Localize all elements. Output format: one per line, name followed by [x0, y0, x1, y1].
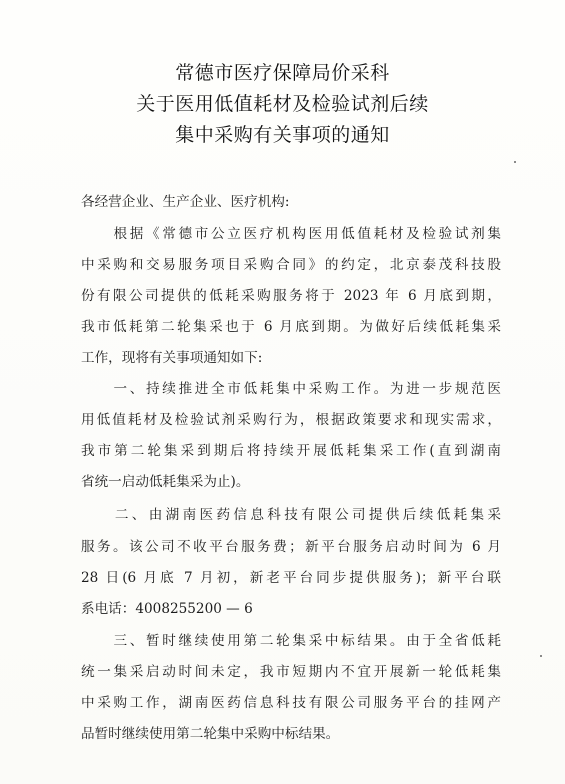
paragraph-1-line-4: 我市低耗第二轮集采也于 6 月底到期。为做好后续低耗集采 [81, 319, 501, 335]
paragraph-4-line-4: 品暂时继续使用第二轮集中采购中标结果。 [81, 726, 340, 742]
document-title-line-2: 关于医用低值耗材及检验试剂后续 [136, 93, 429, 115]
paragraph-1-line-3: 份有限公司提供的低耗采购服务将于 2023 年 6 月底到期， [81, 288, 501, 304]
paragraph-2-line-3: 我市第二轮集采到期后将持续开展低耗集采工作(直到湖南 [81, 443, 501, 459]
paragraph-3-line-4: 系电话：4008255200 — 6 [81, 601, 253, 617]
scan-speck [540, 655, 542, 657]
paragraph-3-line-3: 28 日(6 月底 7 月初，新老平台同步提供服务)；新平台联 [81, 570, 501, 586]
paragraph-2-line-2: 用低值耗材及检验试剂采购行为，根据政策要求和现实需求， [81, 412, 501, 428]
paragraph-2-line-4: 省统一启动低耗集采为止)。 [81, 474, 250, 490]
paragraph-3-line-2: 服务。该公司不收平台服务费；新平台服务启动时间为 6 月 [81, 539, 501, 555]
paragraph-1-line-5: 工作，现将有关事项通知如下: [81, 350, 263, 366]
paragraph-4-line-1: 三、暂时继续使用第二轮集采中标结果。由于全省低耗 [81, 633, 501, 649]
document-title-line-1: 常德市医疗保障局价采科 [175, 62, 390, 84]
salutation: 各经营企业、生产企业、医疗机构: [81, 194, 290, 210]
paragraph-3-line-1: 二、由湖南医药信息科技有限公司提供后续低耗集采 [81, 507, 501, 523]
scan-speck [514, 161, 516, 163]
paragraph-1-line-1: 根据《常德市公立医疗机构医用低值耗材及检验试剂集 [81, 226, 501, 242]
paragraph-4-line-2: 统一集采启动时间未定，我市短期内不宜开展新一轮低耗集 [81, 664, 501, 680]
paragraph-2-line-1: 一、持续推进全市低耗集中采购工作。为进一步规范医 [81, 381, 501, 397]
paragraph-4-line-3: 中采购工作，湖南医药信息科技有限公司服务平台的挂网产 [81, 695, 501, 711]
paragraph-1-line-2: 中采购和交易服务项目采购合同》的约定，北京泰茂科技股 [81, 257, 501, 273]
document-title-line-3: 集中采购有关事项的通知 [175, 124, 390, 146]
